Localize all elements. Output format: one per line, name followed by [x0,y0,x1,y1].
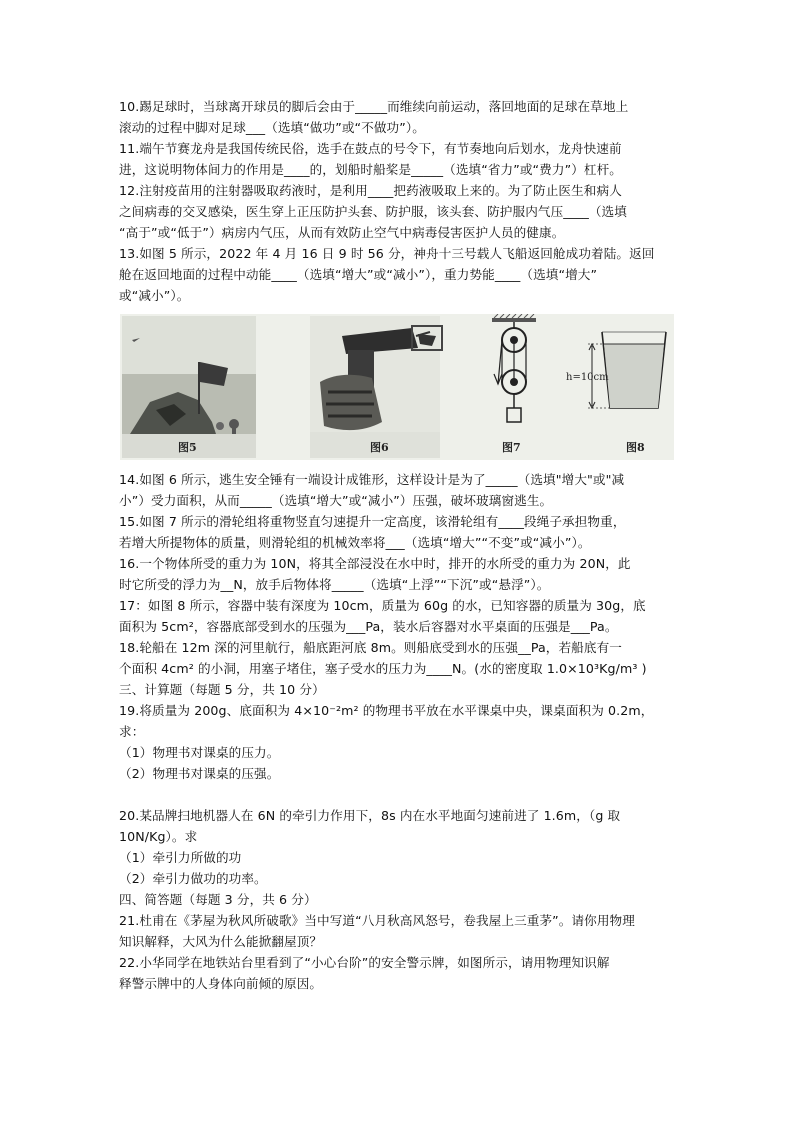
section-4-heading: 四、简答题（每题 3 分，共 6 分） [119,892,317,907]
q21-line-2: 知识解释，大风为什么能掀翻屋顶？ [119,934,323,949]
q14-line-2: 小”）受力面积，从而_____（选填“增大”或“减小”）压强，破坏玻璃窗逃生。 [119,493,553,508]
q10-line-1: 10.踢足球时，当球离开球员的脚后会由于_____而维续向前运动，落回地面的足球在草地上 [119,99,629,114]
q14-line-1: 14.如图 6 所示，逃生安全锤有一端设计成锥形，这样设计是为了_____（选填"增大"或"减 [119,472,625,487]
q13-line-2: 舱在返回地面的过程中动能____（选填“增大”或“减小”），重力势能____（选填“增大” [119,267,598,282]
q12-line-1: 12.注射疫苗用的注射器吸取药液时，是利用____把药液吸取上来的。为了防止医生和病人 [119,183,622,198]
fig7-caption: 图7 [502,441,521,454]
q20-line-1: 20.某品牌扫地机器人在 6N 的牵引力作用下，8s 内在水平地面匀速前进了 1.6m，（g 取 [119,808,621,823]
q17-line-1: 17：如图 8 所示，容器中装有深度为 10cm，质量为 60g 的水，已知容器的质量为 30g，底 [119,598,646,613]
q15-line-1: 15.如图 7 所示的滑轮组将重物竖直匀速提升一定高度，该滑轮组有____段绳子承担物重， [119,514,626,529]
q13-line-3: 或“减小”）。 [119,288,190,303]
q11-line-2: 进，这说明物体间力的作用是____的，划船时船桨是_____（选填“省力”或“费力”）杠杆。 [119,162,622,177]
q22-line-2: 释警示牌中的人身体向前倾的原因。 [119,976,323,991]
q13-line-1: 13.如图 5 所示，2022 年 4 月 16 日 9 时 56 分，神舟十三号载人飞船返回舱成功着陆。返回 [119,246,655,261]
fig5-caption: 图5 [178,441,197,454]
q12-line-3: “高于”或“低于”）病房内气压，从而有效防止空气中病毒侵害医护人员的健康。 [119,225,565,240]
q18-line-2: 个面积 4cm² 的小洞，用塞子堵住，塞子受水的压力为____N。(水的密度取 1.0×10³Kg/m³ ) [119,661,647,676]
q20-part-2: （2）牵引力做功的功率。 [119,871,267,886]
q19-part-2: （2）物理书对课桌的压强。 [119,766,280,781]
q21-line-1: 21.杜甫在《茅屋为秋风所破歌》当中写道“八月秋高风怒号，卷我屋上三重茅”。请你用物理 [119,913,635,928]
fig8-height-label: h=10cm [566,372,609,383]
q20-line-2: 10N/Kg）。求 [119,829,198,844]
q11-line-1: 11.端午节赛龙舟是我国传统民俗，选手在鼓点的号令下，有节奏地向后划水，龙舟快速前 [119,141,622,156]
q12-line-2: 之间病毒的交叉感染，医生穿上正压防护头套、防护服，该头套、防护服内气压____（选填 [119,204,627,219]
figures-svg [120,314,674,460]
fig8-caption: 图8 [626,441,645,454]
figure-6-safety-hammer-photo [310,316,442,458]
q18-line-1: 18.轮船在 12m 深的河里航行，船底距河底 8m。则船底受到水的压强__Pa，若船底有一 [119,640,622,655]
q19-part-1: （1）物理书对课桌的压力。 [119,745,280,760]
q19-line-2: 求： [119,724,145,739]
figure-7-pulley-diagram [492,314,536,454]
q10-line-2: 滚动的过程中脚对足球___（选填“做功”或“不做功”）。 [119,120,425,135]
q16-line-1: 16.一个物体所受的重力为 10N，将其全部浸没在水中时，排开的水所受的重力为 20N，此 [119,556,631,571]
q22-line-1: 22.小华同学在地铁站台里看到了“小心台阶”的安全警示牌，如图所示，请用物理知识解 [119,955,610,970]
figure-strip [120,314,674,460]
q17-line-2: 面积为 5cm²，容器底部受到水的压强为___Pa，装水后容器对水平桌面的压强是___Pa。 [119,619,618,634]
fig6-caption: 图6 [370,441,389,454]
q16-line-2: 时它所受的浮力为__N，放手后物体将_____（选填“上浮”“下沉”或“悬浮”）。 [119,577,550,592]
q15-line-2: 若增大所提物体的质量，则滑轮组的机械效率将___（选填“增大”“不变”或“减小”）。 [119,535,591,550]
q19-line-1: 19.将质量为 200g、底面积为 4×10⁻²m² 的物理书平放在水平课桌中央，课桌面积为 0.2m， [119,703,654,718]
figure-8-container-diagram [566,332,666,454]
q20-part-1: （1）牵引力所做的功 [119,850,242,865]
figure-5-landing-photo [122,316,256,458]
section-3-heading: 三、计算题（每题 5 分，共 10 分） [119,682,325,697]
